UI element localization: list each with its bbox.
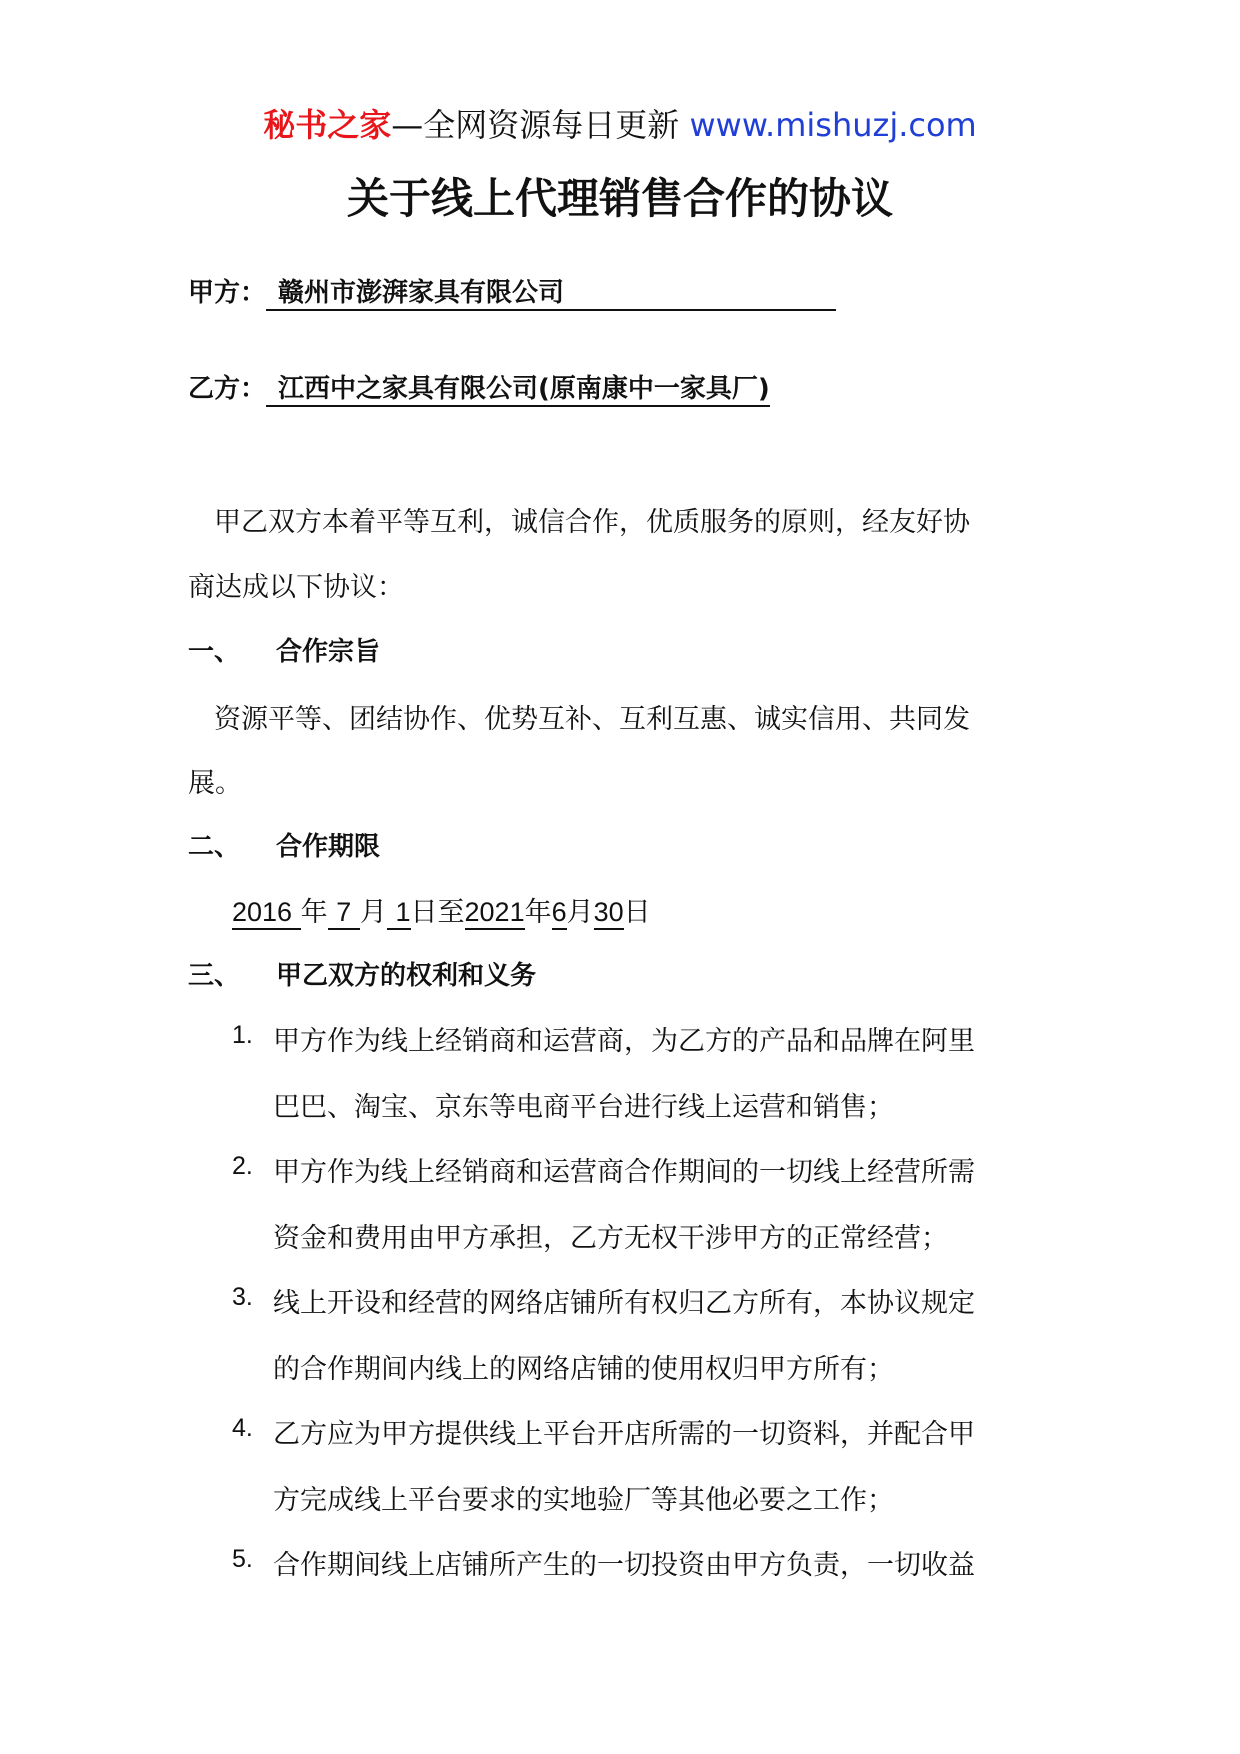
list-item [232, 1412, 1062, 1552]
party-b [188, 368, 770, 407]
section-2-heading [188, 826, 380, 863]
list-item [232, 1019, 1062, 1159]
month-char: 月 [359, 897, 387, 928]
intro-line-1: 甲乙双方本着平等互利，诚信合作，优质服务的原则，经友好协 [214, 507, 970, 538]
banner-slogan: —全网资源每日更新 [391, 106, 690, 144]
list-item-number: 2. [232, 1152, 253, 1180]
party-a-name: 赣州市澎湃家具有限公司 [278, 278, 565, 308]
section-3-title: 甲乙双方的权利和义务 [276, 961, 537, 991]
banner-brand: 秘书之家 [263, 106, 392, 144]
party-a [188, 272, 836, 311]
party-a-name-field [266, 279, 836, 311]
day-to-chars: 日至 [410, 897, 465, 928]
section-1-number: 一、 [188, 637, 241, 667]
year-char: 年 [300, 897, 328, 928]
section-3-heading [188, 955, 536, 992]
party-b-label: 乙方： [188, 374, 267, 404]
list-item [232, 1281, 1062, 1421]
end-month: 6 [552, 897, 567, 930]
section-2-number: 二、 [188, 832, 241, 862]
list-item [232, 1150, 1062, 1290]
document-title: 关于线上代理销售合作的协议 [346, 174, 893, 223]
list-item-number: 4. [232, 1414, 253, 1442]
list-item-line-2: 方完成线上平台要求的实地验厂等其他必要之工作； [273, 1485, 894, 1516]
list-item-number: 5. [232, 1545, 253, 1573]
list-item-line-1: 甲方作为线上经销商和运营商，为乙方的产品和品牌在阿里 [273, 1026, 975, 1057]
section-1-title: 合作宗旨 [276, 637, 381, 667]
year-char-2: 年 [524, 897, 552, 928]
list-item-line-1: 线上开设和经营的网络店铺所有权归乙方所有，本协议规定 [273, 1288, 975, 1319]
party-a-label: 甲方： [188, 278, 267, 308]
list-item [232, 1543, 1062, 1603]
section-3-number: 三、 [188, 961, 241, 991]
section-2-title: 合作期限 [276, 832, 381, 862]
day-char-2: 日 [623, 897, 651, 928]
contract-period [232, 890, 651, 929]
start-month: 7 [328, 897, 360, 930]
list-item-line-2: 巴巴、淘宝、京东等电商平台进行线上运营和销售； [273, 1092, 894, 1123]
banner-url-link[interactable]: www.mishuzj.com [689, 106, 977, 144]
list-item-line-2: 的合作期间内线上的网络店铺的使用权归甲方所有； [273, 1354, 894, 1385]
section-1-line-1: 资源平等、团结协作、优势互补、互利互惠、诚实信用、共同发 [214, 704, 970, 735]
list-item-line-2: 资金和费用由甲方承担，乙方无权干涉甲方的正常经营； [273, 1223, 948, 1254]
site-banner [0, 100, 1240, 146]
list-item-line-1: 乙方应为甲方提供线上平台开店所需的一切资料，并配合甲 [273, 1419, 975, 1450]
list-item-line-1: 合作期间线上店铺所产生的一切投资由甲方负责，一切收益 [273, 1550, 975, 1581]
start-day: 1 [387, 897, 411, 930]
intro-line-2: 商达成以下协议： [188, 572, 404, 603]
end-day: 30 [594, 897, 624, 930]
list-item-line-1: 甲方作为线上经销商和运营商合作期间的一切线上经营所需 [273, 1157, 975, 1188]
month-char-2: 月 [566, 897, 594, 928]
end-year: 2021 [465, 897, 525, 930]
section-1-heading [188, 631, 380, 668]
list-item-number: 3. [232, 1283, 253, 1311]
section-1-line-2: 展。 [188, 768, 242, 799]
party-b-name-field [266, 375, 770, 407]
list-item-number: 1. [232, 1021, 253, 1049]
party-b-name: 江西中之家具有限公司(原南康中一家具厂) [278, 374, 770, 404]
start-year: 2016 [232, 897, 301, 930]
